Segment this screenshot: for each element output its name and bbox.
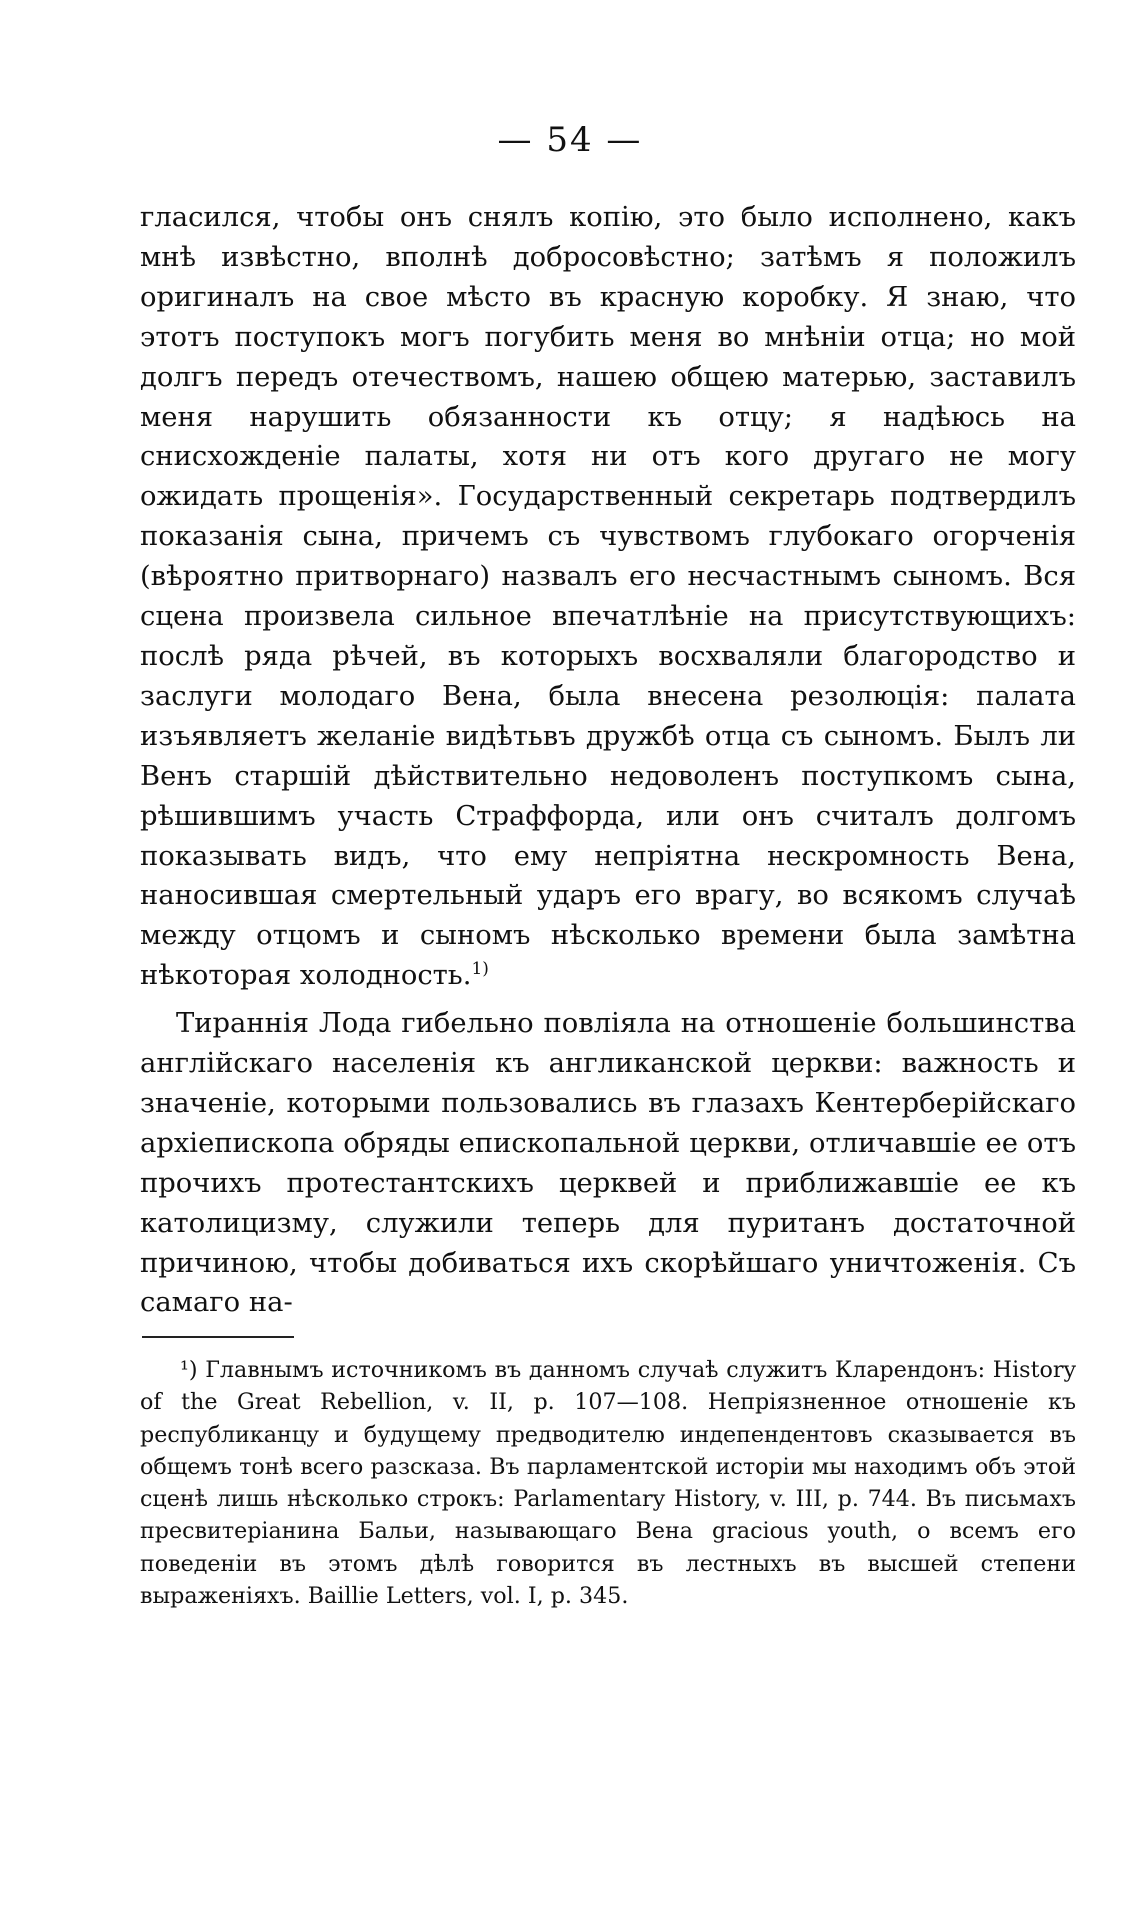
footnote [140, 1354, 1076, 1612]
footnote-reference: 1) [471, 959, 489, 980]
footnote-text: Главнымъ источникомъ въ данномъ случаѣ служитъ Кларендонъ: History of the Great Rebellion, v. II, p. 107—108. Непріязненное отношеніе къ республиканцу и будущему предводителю индепендентовъ сказывается въ общемъ тонѣ всего разсказа. Въ парламентской исторіи мы находимъ объ этой сценѣ лишь нѣсколько строкъ: Parlamentary History, v. III, p. 744. Въ письмахъ пресвитеріанина Бальи, называющаго Вена gracious youth, о всемъ его поведеніи въ этомъ дѣлѣ говорится въ лестныхъ въ высшей степени выраженіяхъ. Baillie Letters, vol. I, p. 345. [140, 1357, 1076, 1610]
footnotes [140, 1354, 1076, 1612]
footnote-marker: ¹) [180, 1357, 198, 1383]
footnote-divider [142, 1336, 294, 1338]
paragraph: Тираннія Лода гибельно повліяла на отношеніе большинства англійскаго населенія къ англиканской церкви: важность и значеніе, которыми пользовались въ глазахъ Кентерберійскаго архіепископа обряды епископальной церкви, отличавшіе ее отъ прочихъ протестантскихъ церквей и приближавшіе ее къ католицизму, служили теперь для пуританъ достаточной причиною, чтобы добиваться ихъ скорѣйшаго уничтоженія. Съ самаго на- [140, 1008, 1076, 1319]
main-text [140, 198, 1076, 1323]
paragraph-text: гласился, чтобы онъ снялъ копію, это было исполнено, какъ мнѣ извѣстно, вполнѣ добросовѣстно; затѣмъ я положилъ оригиналъ на свое мѣсто въ красную коробку. Я знаю, что этотъ поступокъ могъ погубить меня во мнѣніи отца; но мой долгъ передъ отечествомъ, нашею общею матерью, заставилъ меня нарушить обязанности къ отцу; я надѣюсь на снисхожденіе палаты, хотя ни отъ кого другаго не могу ожидать прощенія». Государственный секретарь подтвердилъ показанія сына, причемъ съ чувствомъ глубокаго огорченія (вѣроятно притворнаго) назвалъ его несчастнымъ сыномъ. Вся сцена произвела сильное впечатлѣніе на присутствующихъ: послѣ ряда рѣчей, въ которыхъ восхваляли благородство и заслуги молодаго Вена, была внесена резолюція: палата изъявляетъ желаніе видѣтьвъ дружбѣ отца съ сыномъ. Былъ ли Венъ старшій дѣйствительно недоволенъ поступкомъ сына, рѣшившимъ участь Страффорда, или онъ считалъ долгомъ показывать видъ, что ему непріятна нескромность Вена, наносившая смертельный ударъ его врагу, во всякомъ случаѣ между отцомъ и сыномъ нѣсколько времени была замѣтна нѣкоторая холодность. [140, 202, 1076, 992]
page-number: — 54 — [497, 120, 643, 160]
paragraph-continued [140, 198, 1076, 996]
